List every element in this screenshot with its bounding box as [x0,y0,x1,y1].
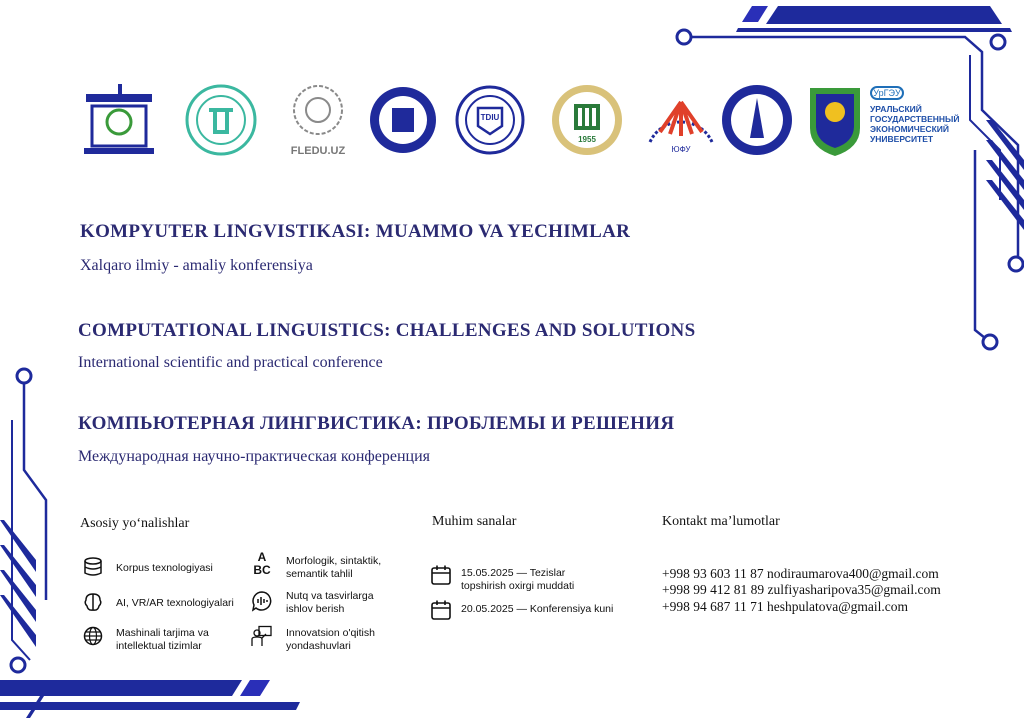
ru-title: КОМПЬЮТЕРНАЯ ЛИНГВИСТИКА: ПРОБЛЕМЫ И РЕШЕНИЯ [78,413,675,434]
uz-subtitle: Xalqaro ilmiy - amaliy konferensiya [80,257,313,274]
direction-item: Nutq va tasvirlarga ishlov berish [286,590,374,615]
ministry-logo [78,82,160,158]
abc-icon: A BC [253,550,271,577]
yufu-logo [640,82,722,158]
contacts-heading: Kontakt ma’lumotlar [662,514,780,529]
direction-item: AI, VR/AR texnologiyalari [116,597,234,609]
en-subtitle: International scientific and practical conference [78,354,383,371]
directions-heading: Asosiy yo‘nalishlar [80,516,190,531]
uz-title: KOMPYUTER LINGVISTIKASI: MUAMMO VA YECHIMLAR [80,221,631,242]
state-university-logo [720,82,794,158]
date-item: 15.05.2025 — Tezislar topshirish oxirgi muddati [461,567,575,592]
dates-heading: Muhim sanalar [432,514,517,529]
calendar-icon [430,599,452,621]
samarkand-university-logo [368,82,438,158]
direction-item: Morfologik, sintaktik, semantik tahlil [286,555,382,580]
calendar-icon [430,564,452,586]
speech-icon [251,590,273,612]
coat-of-arms-logo [806,82,864,158]
date-item: 20.05.2025 — Konferensiya kuni [461,603,614,615]
database-icon [82,556,104,578]
svg-text:1955: 1955 [578,135,596,144]
ru-subtitle: Международная научно-практическая конференция [78,448,431,465]
svg-text:ЮФУ: ЮФУ [671,145,691,154]
tsuul-logo [182,82,260,158]
contact-line: +998 94 687 11 71 heshpulatova@gmail.com [662,599,909,614]
svg-text:TDIU: TDIU [480,113,500,122]
svg-text:FLEDU.UZ: FLEDU.UZ [290,145,346,157]
partner-logos [78,82,958,162]
fledu-logo [283,82,353,158]
contact-line: +998 93 603 11 87 nodiraumarova400@gmail.com [662,566,939,581]
ursei-logo: УрГЭУ УРАЛЬСКИЙ ГОСУДАРСТВЕННЫЙ ЭКОНОМИЧЕСКИЙ УНИВЕРСИТЕТ [870,88,960,144]
contact-line: +998 99 412 81 89 zulfiyasharipova35@gmail.com [662,582,941,597]
top-right-stripes [677,6,1024,349]
tdiu-logo [454,82,526,158]
teacher-icon [251,625,273,647]
globe-icon [82,625,104,647]
direction-item: Mashinali tarjima va intellektual tizimlar [116,627,209,652]
university-1955-logo [548,82,626,158]
direction-item: Innovatsion o'qitish yondashuvlari [286,627,375,652]
en-title: COMPUTATIONAL LINGUISTICS: CHALLENGES AND SOLUTIONS [78,320,696,341]
direction-item: Korpus texnologiyasi [116,562,213,574]
brain-icon [82,591,104,613]
